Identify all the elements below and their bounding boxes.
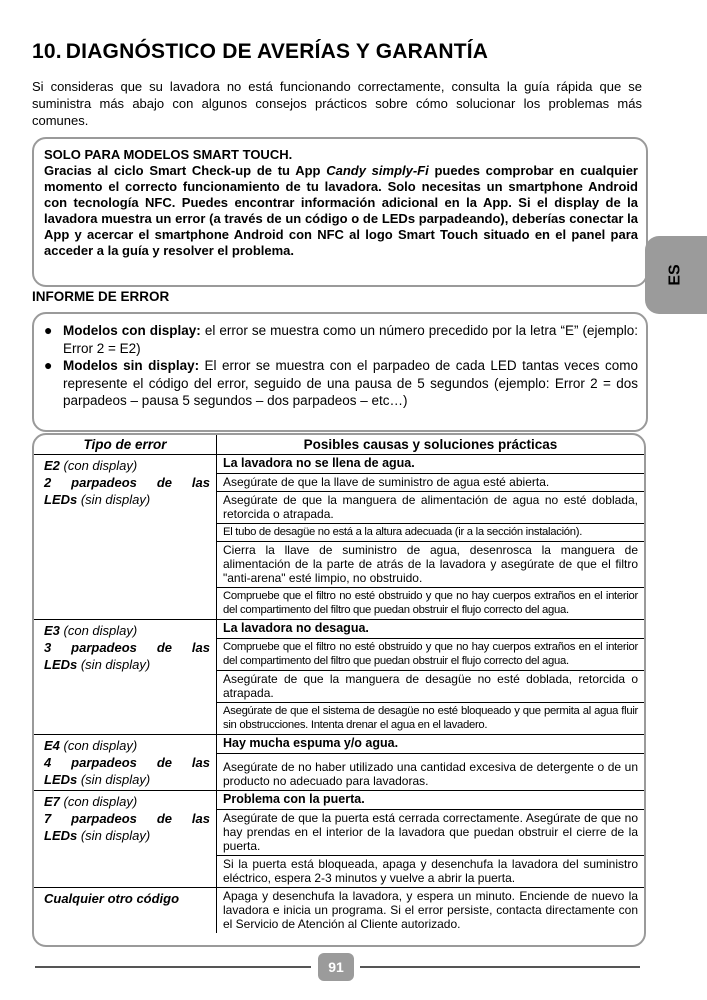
cause-text: El tubo de desagüe no está a la altura adecuada (ir a la sección instalación).	[217, 524, 645, 542]
error-code-cell	[34, 735, 217, 791]
smart-touch-box	[32, 137, 648, 287]
error-report-box	[32, 312, 648, 432]
bullet-icon: ●	[44, 322, 53, 338]
table-row	[34, 791, 644, 810]
page-number: 91	[318, 953, 354, 981]
table-row	[34, 735, 644, 754]
error-code-cell	[34, 620, 217, 735]
led-blinks: 3 parpadeos de las	[44, 640, 210, 655]
cause-text: Asegúrate de que la puerta está cerrada correctamente. Asegúrate de que no hay prendas en el interior de la lavadora que puedan obstruir el cierre de la puerta.	[217, 810, 645, 856]
cause-text: Asegúrate de que la llave de suministro de agua esté abierta.	[217, 474, 645, 492]
cause-text: Asegúrate de que el sistema de desagüe no esté bloqueado y que permita al agua fluir sin obstrucciones. Intenta drenar el agua en el lavadero.	[217, 703, 645, 735]
cause-heading: Hay mucha espuma y/o agua.	[217, 735, 645, 754]
column-header-causes: Posibles causas y soluciones prácticas	[217, 435, 645, 455]
section-title: DIAGNÓSTICO DE AVERÍAS Y GARANTÍA	[65, 40, 489, 63]
led-blinks: 2 parpadeos de las	[44, 475, 210, 490]
led-label: LEDs	[44, 828, 78, 843]
bullet-label: Modelos sin display:	[63, 358, 200, 373]
led-suffix: (sin display)	[77, 828, 151, 843]
table-row	[34, 620, 644, 639]
table-row	[34, 888, 644, 934]
cause-text: Asegúrate de no haber utilizado una cantidad excesiva de detergente o de un producto no adecuado para lavadoras.	[217, 754, 645, 791]
error-report-heading: INFORME DE ERROR	[32, 289, 170, 304]
smart-touch-heading: SOLO PARA MODELOS SMART TOUCH.	[44, 147, 293, 162]
cause-text: Compruebe que el filtro no esté obstruido y que no hay cuerpos extraños en el interior del compartimento del filtro que puedan obstruir el flujo correcto del agua.	[217, 588, 645, 620]
led-suffix: (sin display)	[77, 492, 151, 507]
led-suffix: (sin display)	[77, 657, 151, 672]
led-label: LEDs	[44, 657, 78, 672]
app-name: Candy simply-Fi	[326, 163, 429, 178]
error-code-suffix: (con display)	[59, 623, 138, 638]
error-code-suffix: (con display)	[59, 738, 138, 753]
error-code: E7	[44, 794, 60, 809]
bullet-text: El error se muestra con el parpadeo de cada LED tantas veces como represente el código del error, seguido de una pausa de 5 segundos (ejemplo: Error 2 = dos parpadeos – pausa 5 segundos – dos parpadeos – etc…)	[63, 358, 638, 408]
error-code: E3	[44, 623, 60, 638]
bullet-text: el error se muestra como un número precedido por la letra “E” (ejemplo: Error 2 = E2)	[63, 323, 638, 356]
led-label: LEDs	[44, 772, 78, 787]
error-table	[32, 433, 646, 947]
column-header-error-type: Tipo de error	[34, 435, 217, 455]
language-tab-label: ES	[667, 264, 684, 286]
smart-touch-text-b: puedes comprobar en cualquier momento el correcto funcionamiento de tu lavadora. Solo necesitas un smartphone Android con tecnología NFC. Puedes encontrar información adicional en la App. Si el display de la lavadora muestra un error (a través de un código o de LEDs parpadeando), deberías conectar la App y acercar el smartphone Android con NFC al logo Smart Touch situado en el panel para acceder a la guía y resolver el problema.	[44, 163, 638, 258]
led-suffix: (sin display)	[77, 772, 151, 787]
cause-heading: La lavadora no se llena de agua.	[217, 455, 645, 474]
section-number: 10.	[32, 40, 62, 63]
bullet-item	[44, 357, 638, 410]
error-code-suffix: (con display)	[59, 458, 138, 473]
smart-touch-body	[44, 163, 638, 259]
other-code-label: Cualquier otro código	[44, 891, 180, 906]
cause-text: Asegúrate de que la manguera de alimentación de agua no esté doblada, retorcida o atrapada.	[217, 492, 645, 524]
cause-text: Compruebe que el filtro no esté obstruido y que no hay cuerpos extraños en el interior del compartimento del filtro que puedan obstruir el flujo correcto del agua.	[217, 639, 645, 671]
error-code-cell	[34, 791, 217, 888]
error-code: E2	[44, 458, 60, 473]
led-blinks: 7 parpadeos de las	[44, 811, 210, 826]
bullet-label: Modelos con display:	[63, 323, 201, 338]
page-title	[32, 40, 488, 64]
table-row	[34, 455, 644, 474]
led-blinks: 4 parpadeos de las	[44, 755, 210, 770]
error-code-cell	[34, 455, 217, 620]
footer-divider-right	[360, 966, 640, 968]
error-code: E4	[44, 738, 60, 753]
cause-heading: Problema con la puerta.	[217, 791, 645, 810]
led-label: LEDs	[44, 492, 78, 507]
cause-heading: La lavadora no desagua.	[217, 620, 645, 639]
cause-text: Asegúrate de que la manguera de desagüe no esté doblada, retorcida o atrapada.	[217, 671, 645, 703]
cause-text: Apaga y desenchufa la lavadora, y espera un minuto. Enciende de nuevo la lavadora e inicia un programa. Si el error persiste, contacta directamente con el Servicio de Atención al Cliente autorizado.	[223, 889, 638, 931]
smart-touch-text-a: Gracias al ciclo Smart Check-up de tu App	[44, 163, 327, 178]
cause-text: Si la puerta está bloqueada, apaga y desenchufa la lavadora del suministro eléctrico, espera 2-3 minutos y vuelve a abrir la puerta.	[217, 856, 645, 888]
cause-text: Cierra la llave de suministro de agua, desenrosca la manguera de alimentación de la parte de atrás de la lavadora y asegúrate de que el filtro "anti-arena" esté limpio, no obstruido.	[217, 542, 645, 588]
language-tab	[645, 236, 707, 314]
bullet-item	[44, 322, 638, 357]
footer-divider-left	[35, 966, 311, 968]
error-code-cell	[34, 888, 217, 934]
error-code-suffix: (con display)	[59, 794, 138, 809]
intro-paragraph: Si consideras que su lavadora no está funcionando correctamente, consulta la guía rápida que se suministra más abajo con algunos consejos prácticos sobre cómo solucionar los problemas más comunes.	[32, 79, 642, 128]
bullet-icon: ●	[44, 357, 53, 373]
